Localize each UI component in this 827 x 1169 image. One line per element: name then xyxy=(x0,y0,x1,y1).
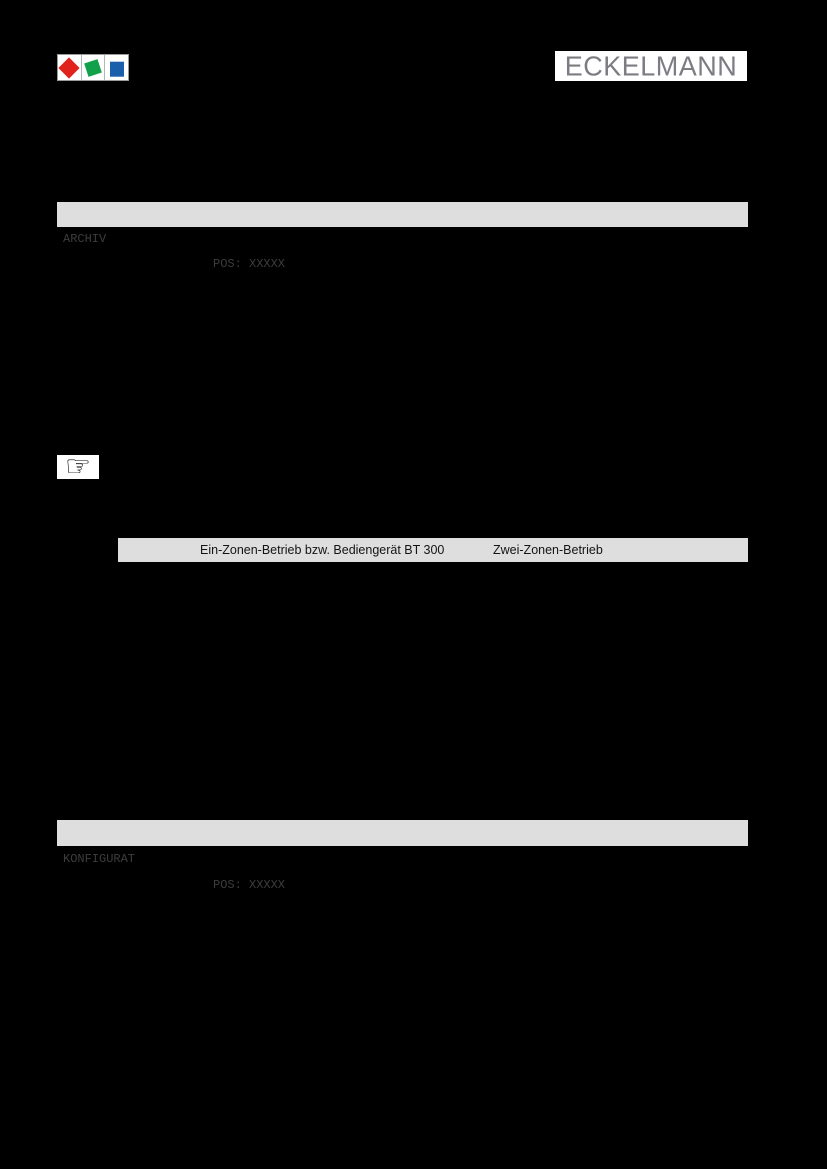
note-marker xyxy=(57,449,99,483)
logo-cell-red xyxy=(58,55,82,80)
logo-cell-blue xyxy=(105,55,128,80)
konfigurat-bar-pos: POS: XXXXX xyxy=(213,878,286,892)
archiv-bar-pos: POS: XXXXX xyxy=(213,257,286,271)
red-diamond-icon xyxy=(59,57,80,78)
logo-cell-green xyxy=(82,55,106,80)
pointing-hand-icon: ☞ xyxy=(65,449,91,483)
brand-wordmark: ECKELMANN xyxy=(564,49,738,82)
blue-square-icon xyxy=(110,61,124,76)
archiv-screen-bar xyxy=(57,202,748,271)
color-squares-logo xyxy=(57,54,129,81)
table-header-row xyxy=(118,538,748,562)
brand-logo xyxy=(555,51,747,81)
archiv-bar-label: ARCHIV xyxy=(63,232,107,246)
table-header-col-two: Zwei-Zonen-Betrieb xyxy=(493,543,603,557)
green-square-icon xyxy=(84,59,102,77)
konfigurat-screen-bar xyxy=(57,820,748,892)
table-header-col-one: Ein-Zonen-Betrieb bzw. Bediengerät BT 300 xyxy=(200,543,445,557)
konfigurat-bar-label: KONFIGURAT xyxy=(63,852,136,866)
